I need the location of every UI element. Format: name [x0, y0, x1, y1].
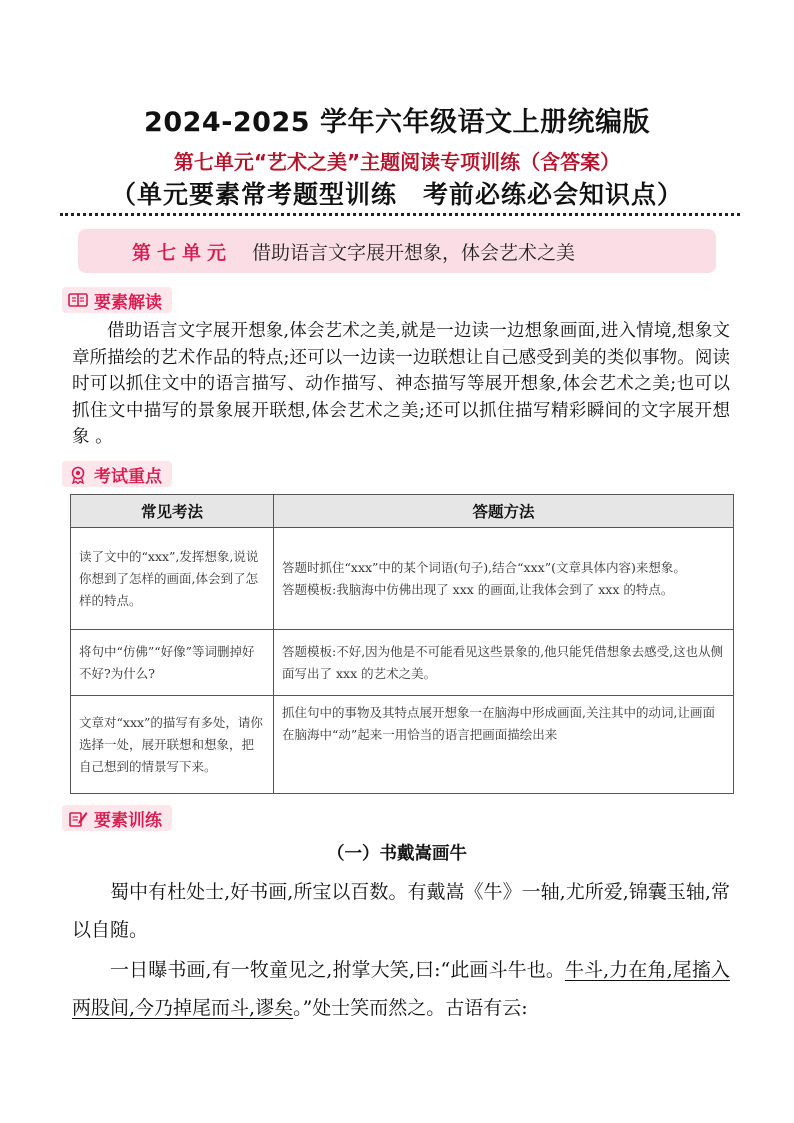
table-cell-question: 文章对“xxx”的描写有多处，请你选择一处，展开联想和想象，把自己想到的情景写下来。 — [71, 696, 274, 794]
section-heading-training — [62, 805, 172, 831]
edit-icon — [68, 810, 88, 826]
story-text-segment: 。”处士笑而然之。古语有云: — [293, 997, 528, 1019]
unit-banner — [78, 229, 716, 273]
dotted-divider — [60, 213, 740, 216]
document-title: 2024-2025 学年六年级语文上册统编版 — [144, 107, 650, 138]
table-cell-method — [274, 696, 734, 794]
table-row — [71, 696, 734, 794]
column-header-common-questions: 常见考法 — [71, 495, 274, 528]
paragraph-text: 借助语言文字展开想象,体会艺术之美,就是一边读一边想象画面,进入情境,想象文章所描绘的艺术作品的特点;还可以一边读一边联想让自己感受到美的类似事物。阅读时可以抓住文中的语言描写、动作描写、神态描写等展开想象,体会艺术之美;也可以抓住文中描写的景象展开联想,体会艺术之美;还可以抓住描写精彩瞬间的文字展开想象 。 — [72, 321, 730, 447]
interpretation-paragraph — [72, 318, 730, 451]
table-cell-question: 将句中“仿佛”“好像”等词删掉好不好?为什么? — [71, 630, 274, 696]
method-line: 答题模板:我脑海中仿佛出现了 xxx 的画面,让我体会到了 xxx 的特点。 — [282, 581, 674, 597]
table-row — [71, 630, 734, 696]
method-line: 答题模板:不好,因为他是不可能看见这些景象的,他只能凭借想象去感受,这也从侧面写出了 xxx 的艺术之美。 — [282, 643, 724, 681]
method-line: 抓住句中的事物及其特点展开想象一在脑海中形成画面,关注其中的动词,让画面在脑海中“动”起来一用恰当的语言把画面描绘出来 — [282, 705, 715, 742]
section-heading-label: 考试重点 — [94, 466, 162, 487]
underlined-sentence: 牛斗,力在角,尾搐入两股间,今乃掉尾而斗,谬矣 — [72, 959, 730, 1019]
method-line: 答题时抓住“xxx”中的某个词语(句子),结合“xxx”(文章具体内容)来想象。 — [282, 559, 686, 575]
unit-title: 借助语言文字展开想象，体会艺术之美 — [252, 241, 576, 264]
section-heading-interpretation — [62, 287, 172, 313]
medal-icon — [68, 466, 88, 482]
unit-number: 第七单元 — [132, 241, 233, 264]
document-tagline: （单元要素常考题型训练 考前必练必会知识点） — [110, 180, 683, 209]
story-paragraph — [72, 951, 730, 1027]
table-header-row — [71, 495, 734, 528]
story-text — [72, 873, 730, 1029]
table-cell-question: 读了文中的“xxx”,发挥想象,说说你想到了怎样的画面,体会到了怎样的特点。 — [71, 528, 274, 630]
section-heading-label: 要素解读 — [94, 292, 162, 313]
exam-methods-table — [70, 494, 734, 794]
table-row — [71, 528, 734, 630]
section-heading-exam-focus — [62, 461, 172, 487]
section-heading-label: 要素训练 — [94, 810, 162, 831]
story-text-segment: 一日曝书画,有一牧童见之,拊掌大笑,曰:“此画斗牛也。 — [110, 959, 565, 981]
table-cell-method — [274, 528, 734, 630]
document-subtitle: 第七单元“艺术之美”主题阅读专项训练（含答案） — [173, 150, 621, 174]
book-icon — [68, 292, 88, 308]
table-cell-method — [274, 630, 734, 696]
story-paragraph: 蜀中有杜处士,好书画,所宝以百数。有戴嵩《牛》一轴,尤所爱,锦囊玉轴,常以自随。 — [72, 881, 730, 941]
story-title: （一）书戴嵩画牛 — [327, 844, 467, 864]
column-header-answer-methods: 答题方法 — [274, 495, 734, 528]
